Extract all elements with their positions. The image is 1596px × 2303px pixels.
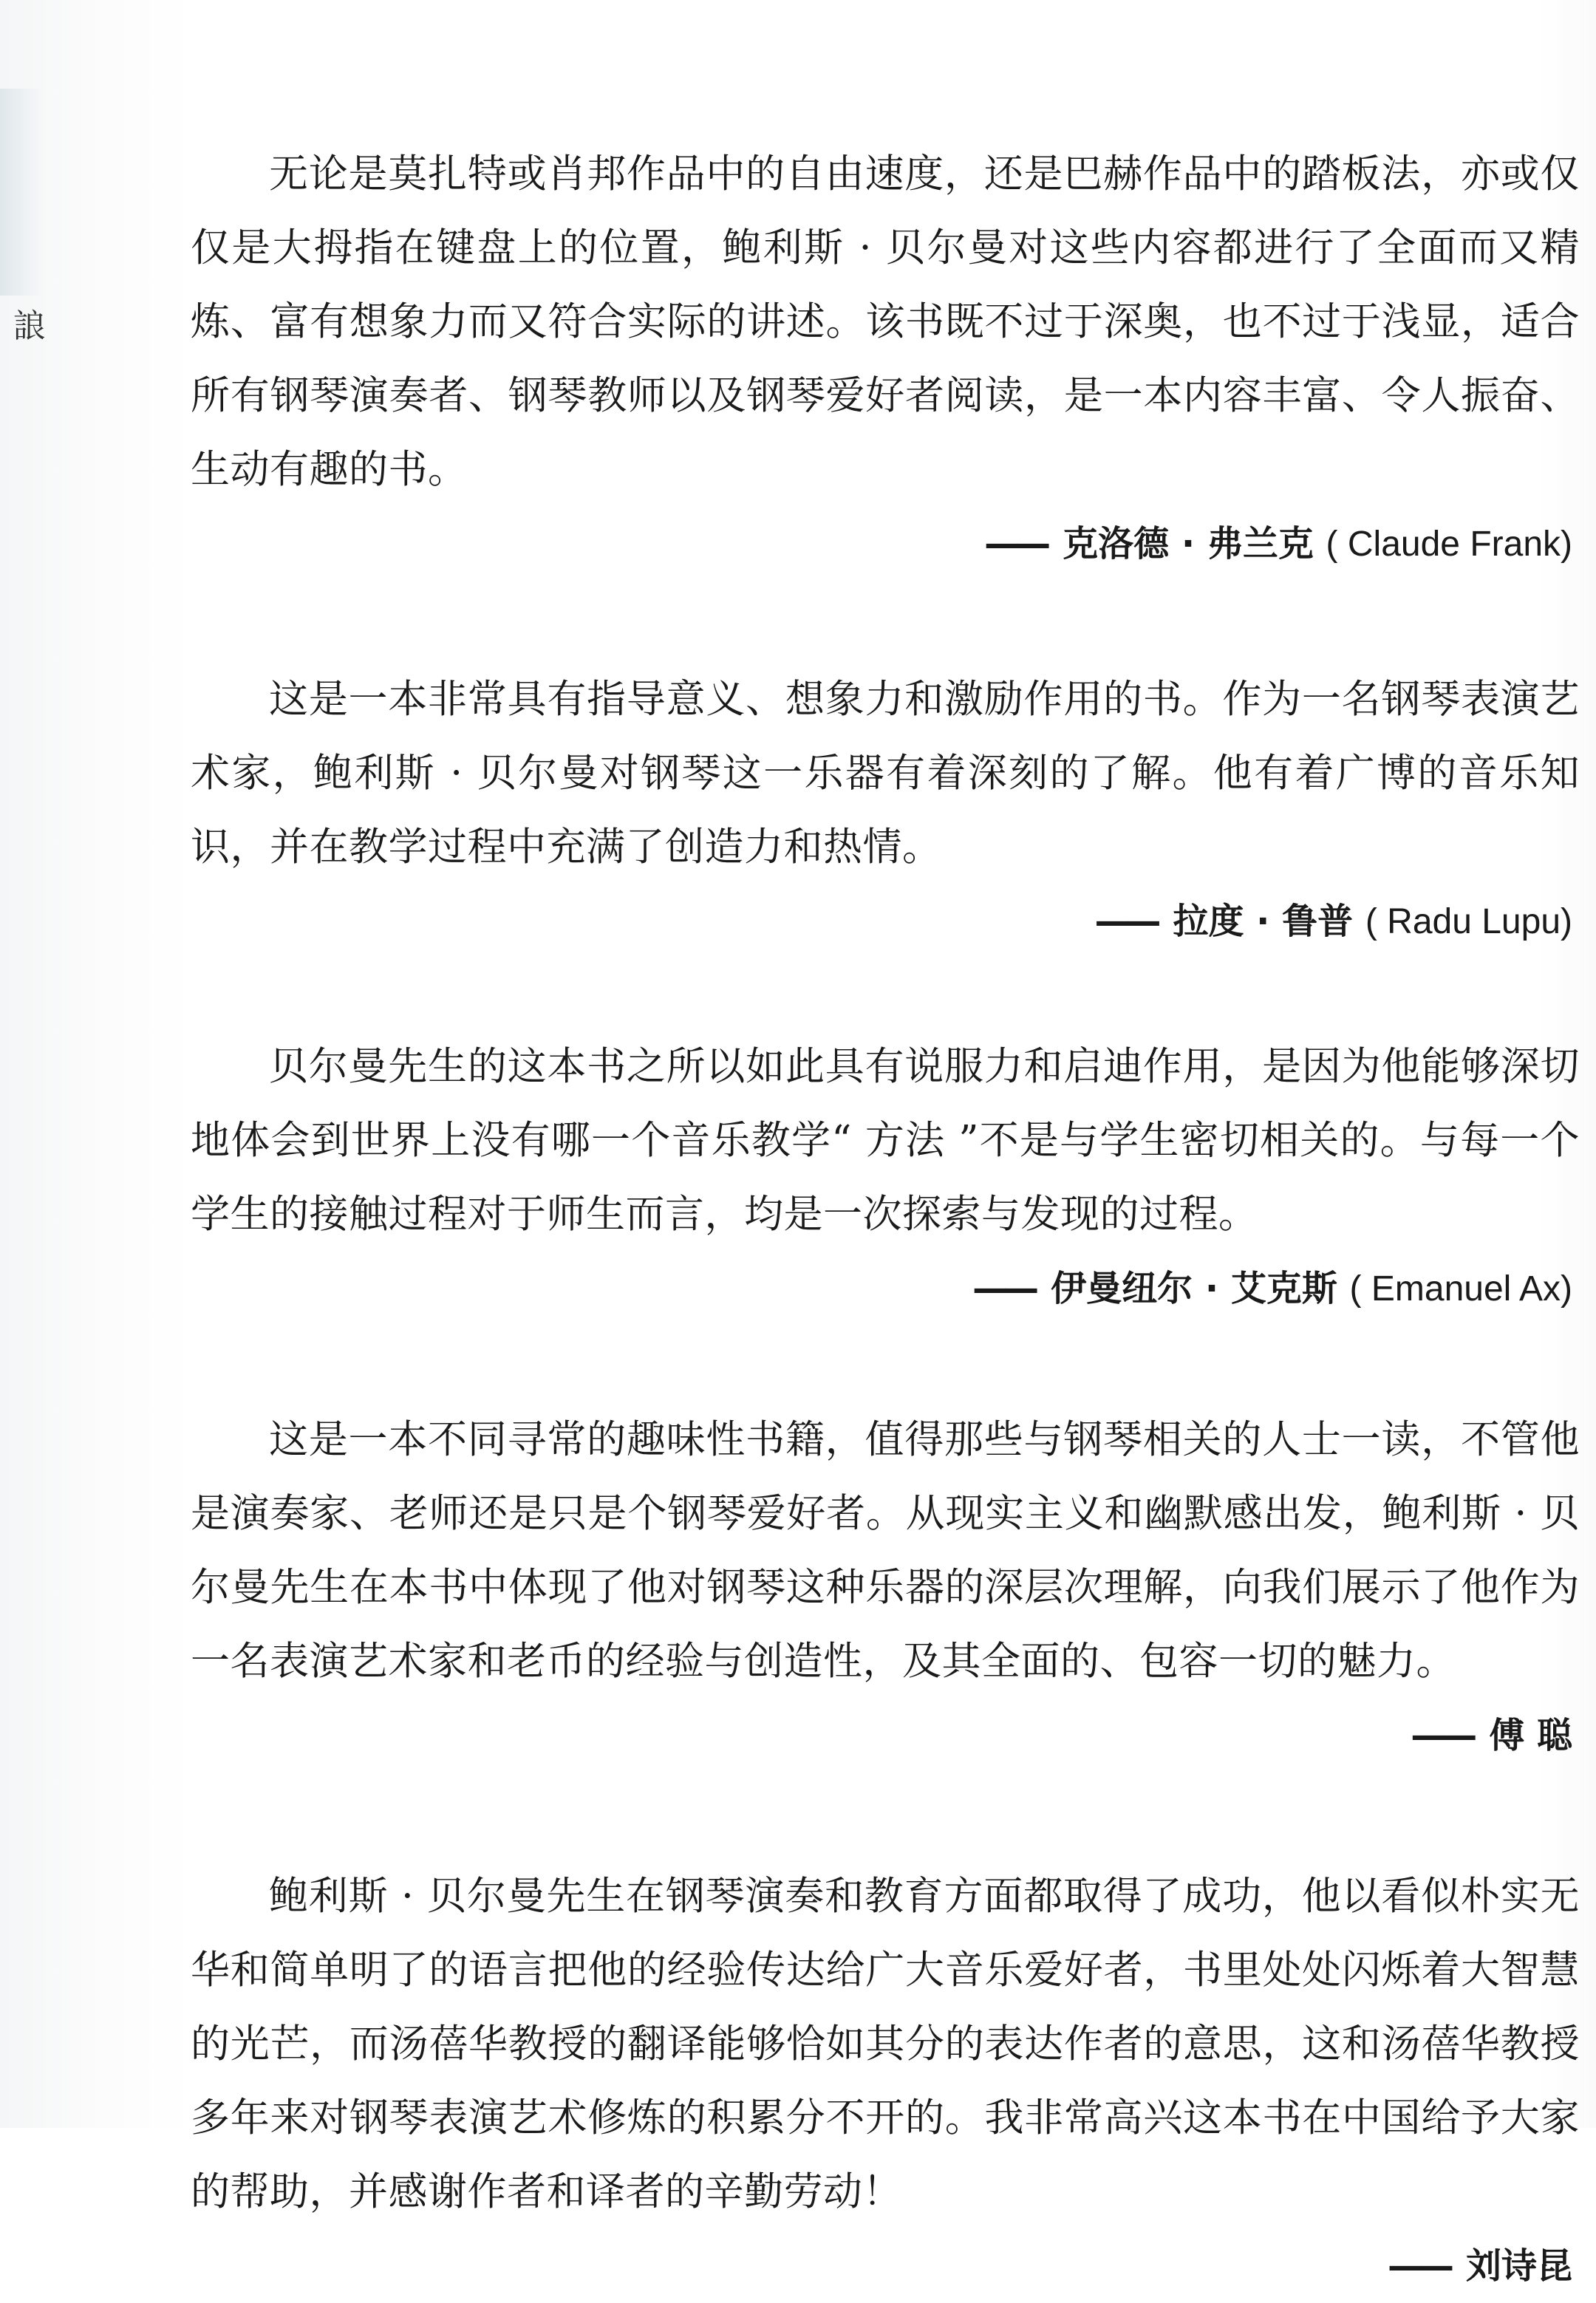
author-name: 刘诗昆 xyxy=(1465,2245,1572,2287)
attribution-dash: —— xyxy=(1387,2245,1450,2287)
spacer xyxy=(191,581,1580,663)
endorsements-section xyxy=(191,137,1580,2303)
author-name: 伊曼纽尔 · 艾克斯 xyxy=(1051,1268,1337,1309)
quote-text-5: 鲍利斯 · 贝尔曼先生在钢琴演奏和教育方面都取得了成功，他以看似朴实无华和简单明了的语言把他的经验传达给广大音乐爱好者，书里处处闪烁着大智慧的光芒，而汤蓓华教授的翻译能够恰如其分的表达作者的意思，这和汤蓓华教授多年来对钢琴表演艺术修炼的积累分不开的。我非常高兴这本书在中国给予大家的帮助，并感谢作者和译者的辛勤劳动！ xyxy=(191,1874,1580,2214)
author-name-en: ( Claude Frank) xyxy=(1326,525,1572,564)
author-name-en: ( Radu Lupu) xyxy=(1365,902,1572,941)
quote-attribution-4 xyxy=(191,1699,1580,1773)
attribution-dash: —— xyxy=(984,523,1047,564)
quote-attribution-2 xyxy=(191,884,1580,959)
quote-text-2: 这是一本非常具有指导意义、想象力和激励作用的书。作为一名钢琴表演艺术家，鲍利斯 · 贝尔曼对钢琴这一乐器有着深刻的了解。他有着广博的音乐知识，并在教学过程中充满了创造力和热情。 xyxy=(191,677,1580,870)
spacer xyxy=(191,959,1580,1030)
quote-attribution-3 xyxy=(191,1252,1580,1326)
attribution-dash: —— xyxy=(972,1268,1035,1309)
attribution-dash: —— xyxy=(1411,1715,1473,1756)
quote-text-3: 贝尔曼先生的这本书之所以如此具有说服力和启迪作用，是因为他能够深切地体会到世界上没有哪一个音乐教学“ 方法 ”不是与学生密切相关的。与每一个学生的接触过程对于师生而言，均是一次探索与发现的过程。 xyxy=(191,1044,1580,1237)
quote-attribution-5 xyxy=(191,2229,1580,2303)
page-edge-shadow xyxy=(0,89,44,296)
spacer xyxy=(191,1326,1580,1403)
author-name: 傅 聪 xyxy=(1489,1715,1572,1756)
quote-attribution-1 xyxy=(191,507,1580,581)
spacer xyxy=(191,1773,1580,1860)
margin-text-fragment: 誏 xyxy=(13,307,46,345)
author-name: 克洛德 · 弗兰克 xyxy=(1063,523,1314,564)
quote-text-4: 这是一本不同寻常的趣味性书籍，值得那些与钢琴相关的人士一读，不管他是演奏家、老师还是只是个钢琴爱好者。从现实主义和幽默感出发，鲍利斯 · 贝尔曼先生在本书中体现了他对钢琴这种乐器的深层次理解，向我们展示了他作为一名表演艺术家和老币的经验与创造性，及其全面的、包容一切的魅力。 xyxy=(191,1417,1580,1684)
attribution-dash: —— xyxy=(1094,901,1157,942)
quote-text-1: 无论是莫扎特或肖邦作品中的自由速度，还是巴赫作品中的踏板法，亦或仅仅是大拇指在键盘上的位置，鲍利斯 · 贝尔曼对这些内容都进行了全面而又精炼、富有想象力而又符合实际的讲述。该书既不过于深奥，也不过于浅显，适合所有钢琴演奏者、钢琴教师以及钢琴爱好者阅读，是一本内容丰富、令人振奋、生动有趣的书。 xyxy=(191,151,1580,492)
author-name-en: ( Emanuel Ax) xyxy=(1349,1269,1572,1309)
author-name: 拉度 · 鲁普 xyxy=(1173,901,1354,942)
